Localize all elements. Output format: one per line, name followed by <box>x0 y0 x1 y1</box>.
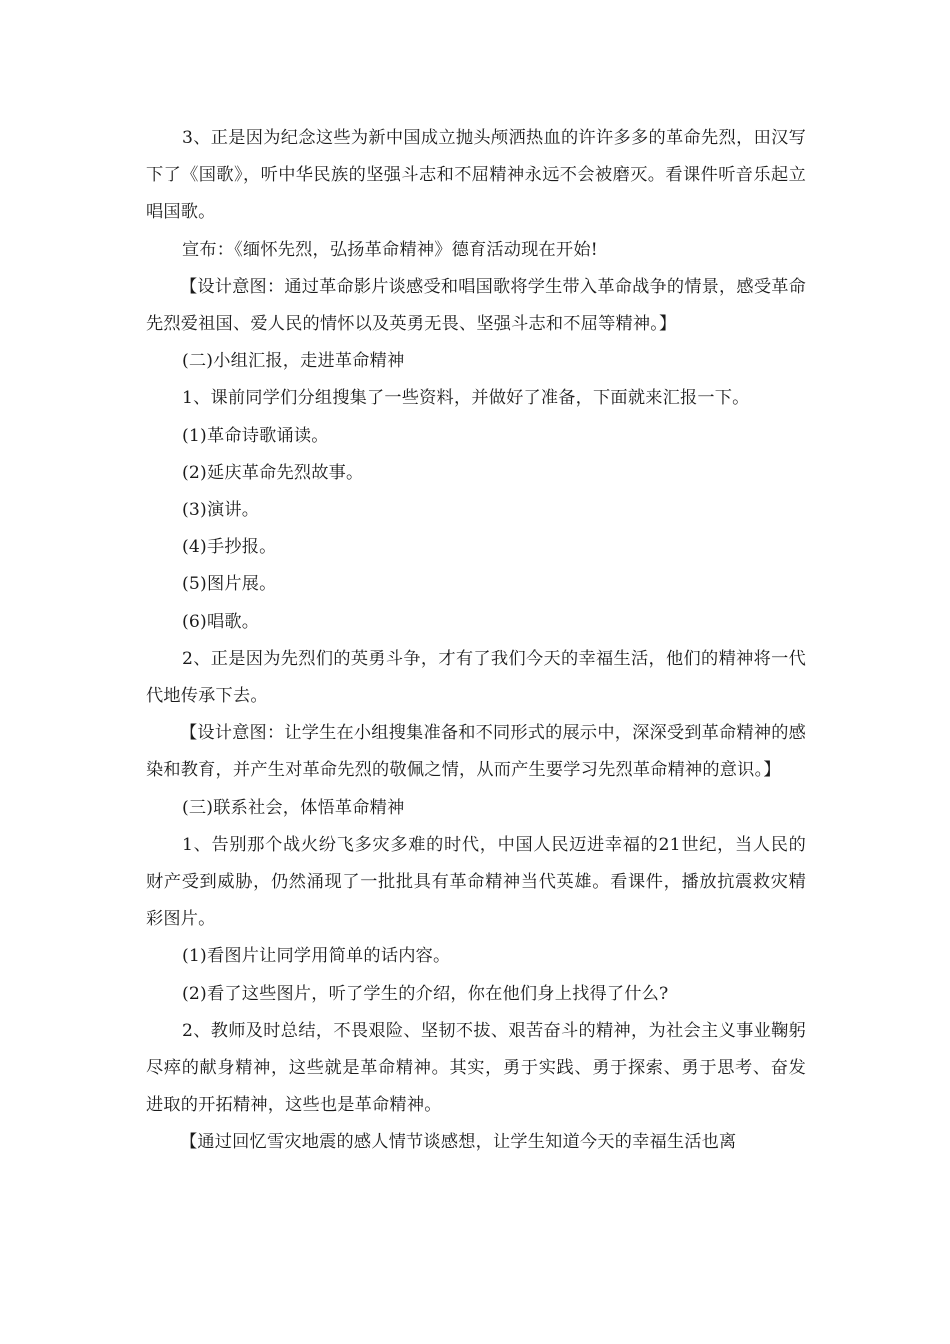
list-item: (1)革命诗歌诵读。 <box>182 425 329 446</box>
document-body <box>146 120 806 1162</box>
paragraph-teacher-summary: 2、教师及时总结，不畏艰险、坚韧不拔、艰苦奋斗的精神，为社会主义事业鞠躬尽瘁的献身精神，这些就是革命精神。其实，勇于实践、勇于探索、勇于思考、奋发进取的开拓精神，这些也是革命精神。 <box>146 1020 806 1116</box>
paragraph-sing-anthem: 3、正是因为纪念这些为新中国成立抛头颅洒热血的许许多多的革命先烈，田汉写下了《国歌》，听中华民族的坚强斗志和不屈精神永远不会被磨灭。看课件听音乐起立唱国歌。 <box>146 128 806 223</box>
list-item: (4)手抄报。 <box>182 537 277 558</box>
paragraph-heroic-struggle: 2、正是因为先烈们的英勇斗争，才有了我们今天的幸福生活，他们的精神将一代代地传承下去。 <box>146 648 806 707</box>
paragraph-design-intent-1: 【设计意图：通过革命影片谈感受和唱国歌将学生带入革命战争的情景，感受革命先烈爱祖国、爱人民的情怀以及英勇无畏、坚强斗志和不屈等精神。】 <box>146 276 806 335</box>
list-item: (2)延庆革命先烈故事。 <box>182 462 364 483</box>
list-item: (1)看图片让同学用简单的话内容。 <box>182 946 451 967</box>
paragraph-design-intent-2: 【设计意图：让学生在小组搜集准备和不同形式的展示中，深深受到革命精神的感染和教育，并产生对革命先烈的敬佩之情，从而产生要学习先烈革命精神的意识。】 <box>146 723 806 781</box>
section-heading-3: (三)联系社会，体悟革命精神 <box>182 797 405 818</box>
paragraph-announce-activity: 宣布：《缅怀先烈，弘扬革命精神》德育活动现在开始! <box>182 239 598 260</box>
paragraph-new-era-heroes: 1、告别那个战火纷飞多灾多难的时代，中国人民迈进幸福的21世纪，当人民的财产受到威胁，仍然涌现了一批批具有革命精神当代英雄。看课件，播放抗震救灾精彩图片。 <box>146 834 806 930</box>
paragraph-group-report: 1、课前同学们分组搜集了一些资料，并做好了准备，下面就来汇报一下。 <box>182 388 750 409</box>
list-item: (2)看了这些图片，听了学生的介绍，你在他们身上找得了什么? <box>182 983 669 1004</box>
section-heading-2: (二)小组汇报，走进革命精神 <box>182 351 405 372</box>
list-item: (5)图片展。 <box>182 574 277 595</box>
list-item: (6)唱歌。 <box>182 611 260 632</box>
paragraph-design-intent-3: 【通过回忆雪灾地震的感人情节谈感想，让学生知道今天的幸福生活也离 <box>180 1132 737 1153</box>
list-item: (3)演讲。 <box>182 500 260 521</box>
